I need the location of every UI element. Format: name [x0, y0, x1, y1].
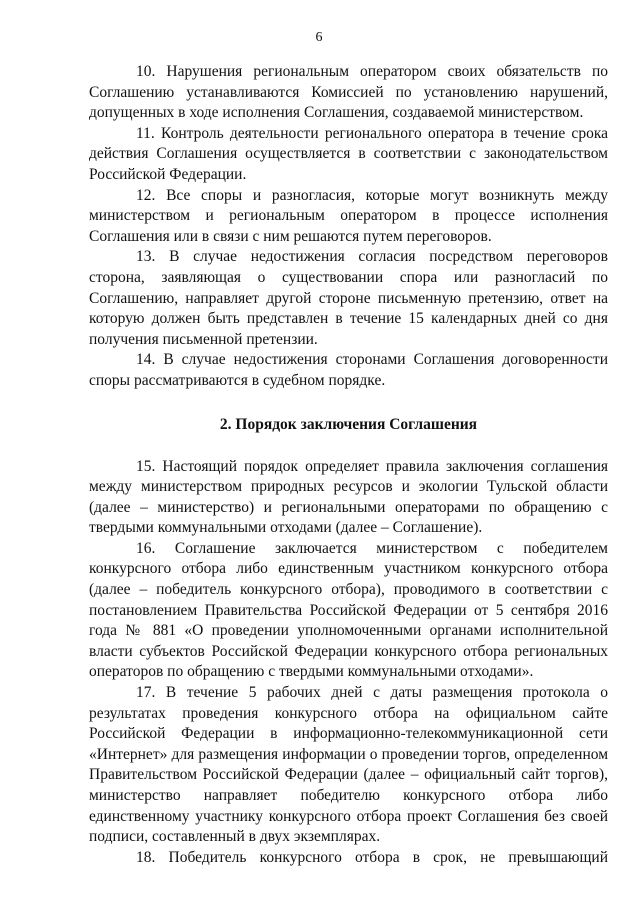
section-heading: 2. Порядок заключения Соглашения [219, 415, 478, 433]
paragraph-14: 14. В случае недостижения сторонами Соглашения договоренности споры рассматриваются в судебном порядке. [89, 351, 608, 389]
paragraph-15: 15. Настоящий порядок определяет правила заключения соглашения между министерством природных ресурсов и экологии Тульской области (далее – министерство) и региональными операторами по обращению с твердыми коммунальными отходами (далее – Соглашение). [89, 457, 608, 537]
page-number: 6 [315, 30, 323, 45]
document-body [89, 62, 608, 868]
paragraph-12: 12. Все споры и разногласия, которые могут возникнуть между министерством и региональным оператором в процессе исполнения Соглашения или в связи с ним решаются путем переговоров. [89, 186, 608, 245]
paragraph-17: 17. В течение 5 рабочих дней с даты размещения протокола о результатах проведения конкурсного отбора на официальном сайте Российской Федерации в информационно-телекоммуникационной сети «Интернет» для размещения информации о проведении торгов, определенном Правительством Российской Федерации (далее – официальный сайт торгов), министерство направляет победителю конкурсного отбора либо единственному участнику конкурсного отбора проект Соглашения без своей подписи, составленный в двух экземплярах. [89, 684, 608, 846]
paragraph-11: 11. Контроль деятельности регионального оператора в течение срока действия Соглашения осуществляется в соответствии с законодательством Российской Федерации. [89, 124, 608, 183]
paragraph-18: 18. Победитель конкурсного отбора в срок, не превышающий [136, 848, 608, 866]
paragraph-16: 16. Соглашение заключается министерством с победителем конкурсного отбора либо единственным участником конкурсного отбора (далее – победитель конкурсного отбора), проводимого в соответствии с постановлением Правительства Российской Федерации от 5 сентября 2016 года № 881 «О проведении уполномоченными органами исполнительной власти субъектов Российской Федерации конкурсного отбора региональных операторов по обращению с твердыми коммунальными отходами». [89, 539, 608, 681]
paragraph-13: 13. В случае недостижения согласия посредством переговоров сторона, заявляющая о существовании спора или разногласий по Соглашению, направляет другой стороне письменную претензию, ответ на которую должен быть представлен в течение 15 календарных дней со дня получения письменной претензии. [89, 248, 608, 348]
paragraph-10: 10. Нарушения региональным оператором своих обязательств по Соглашению устанавливаются Комиссией по установлению нарушений, допущенных в ходе исполнения Соглашения, создаваемой министерством. [89, 63, 608, 122]
